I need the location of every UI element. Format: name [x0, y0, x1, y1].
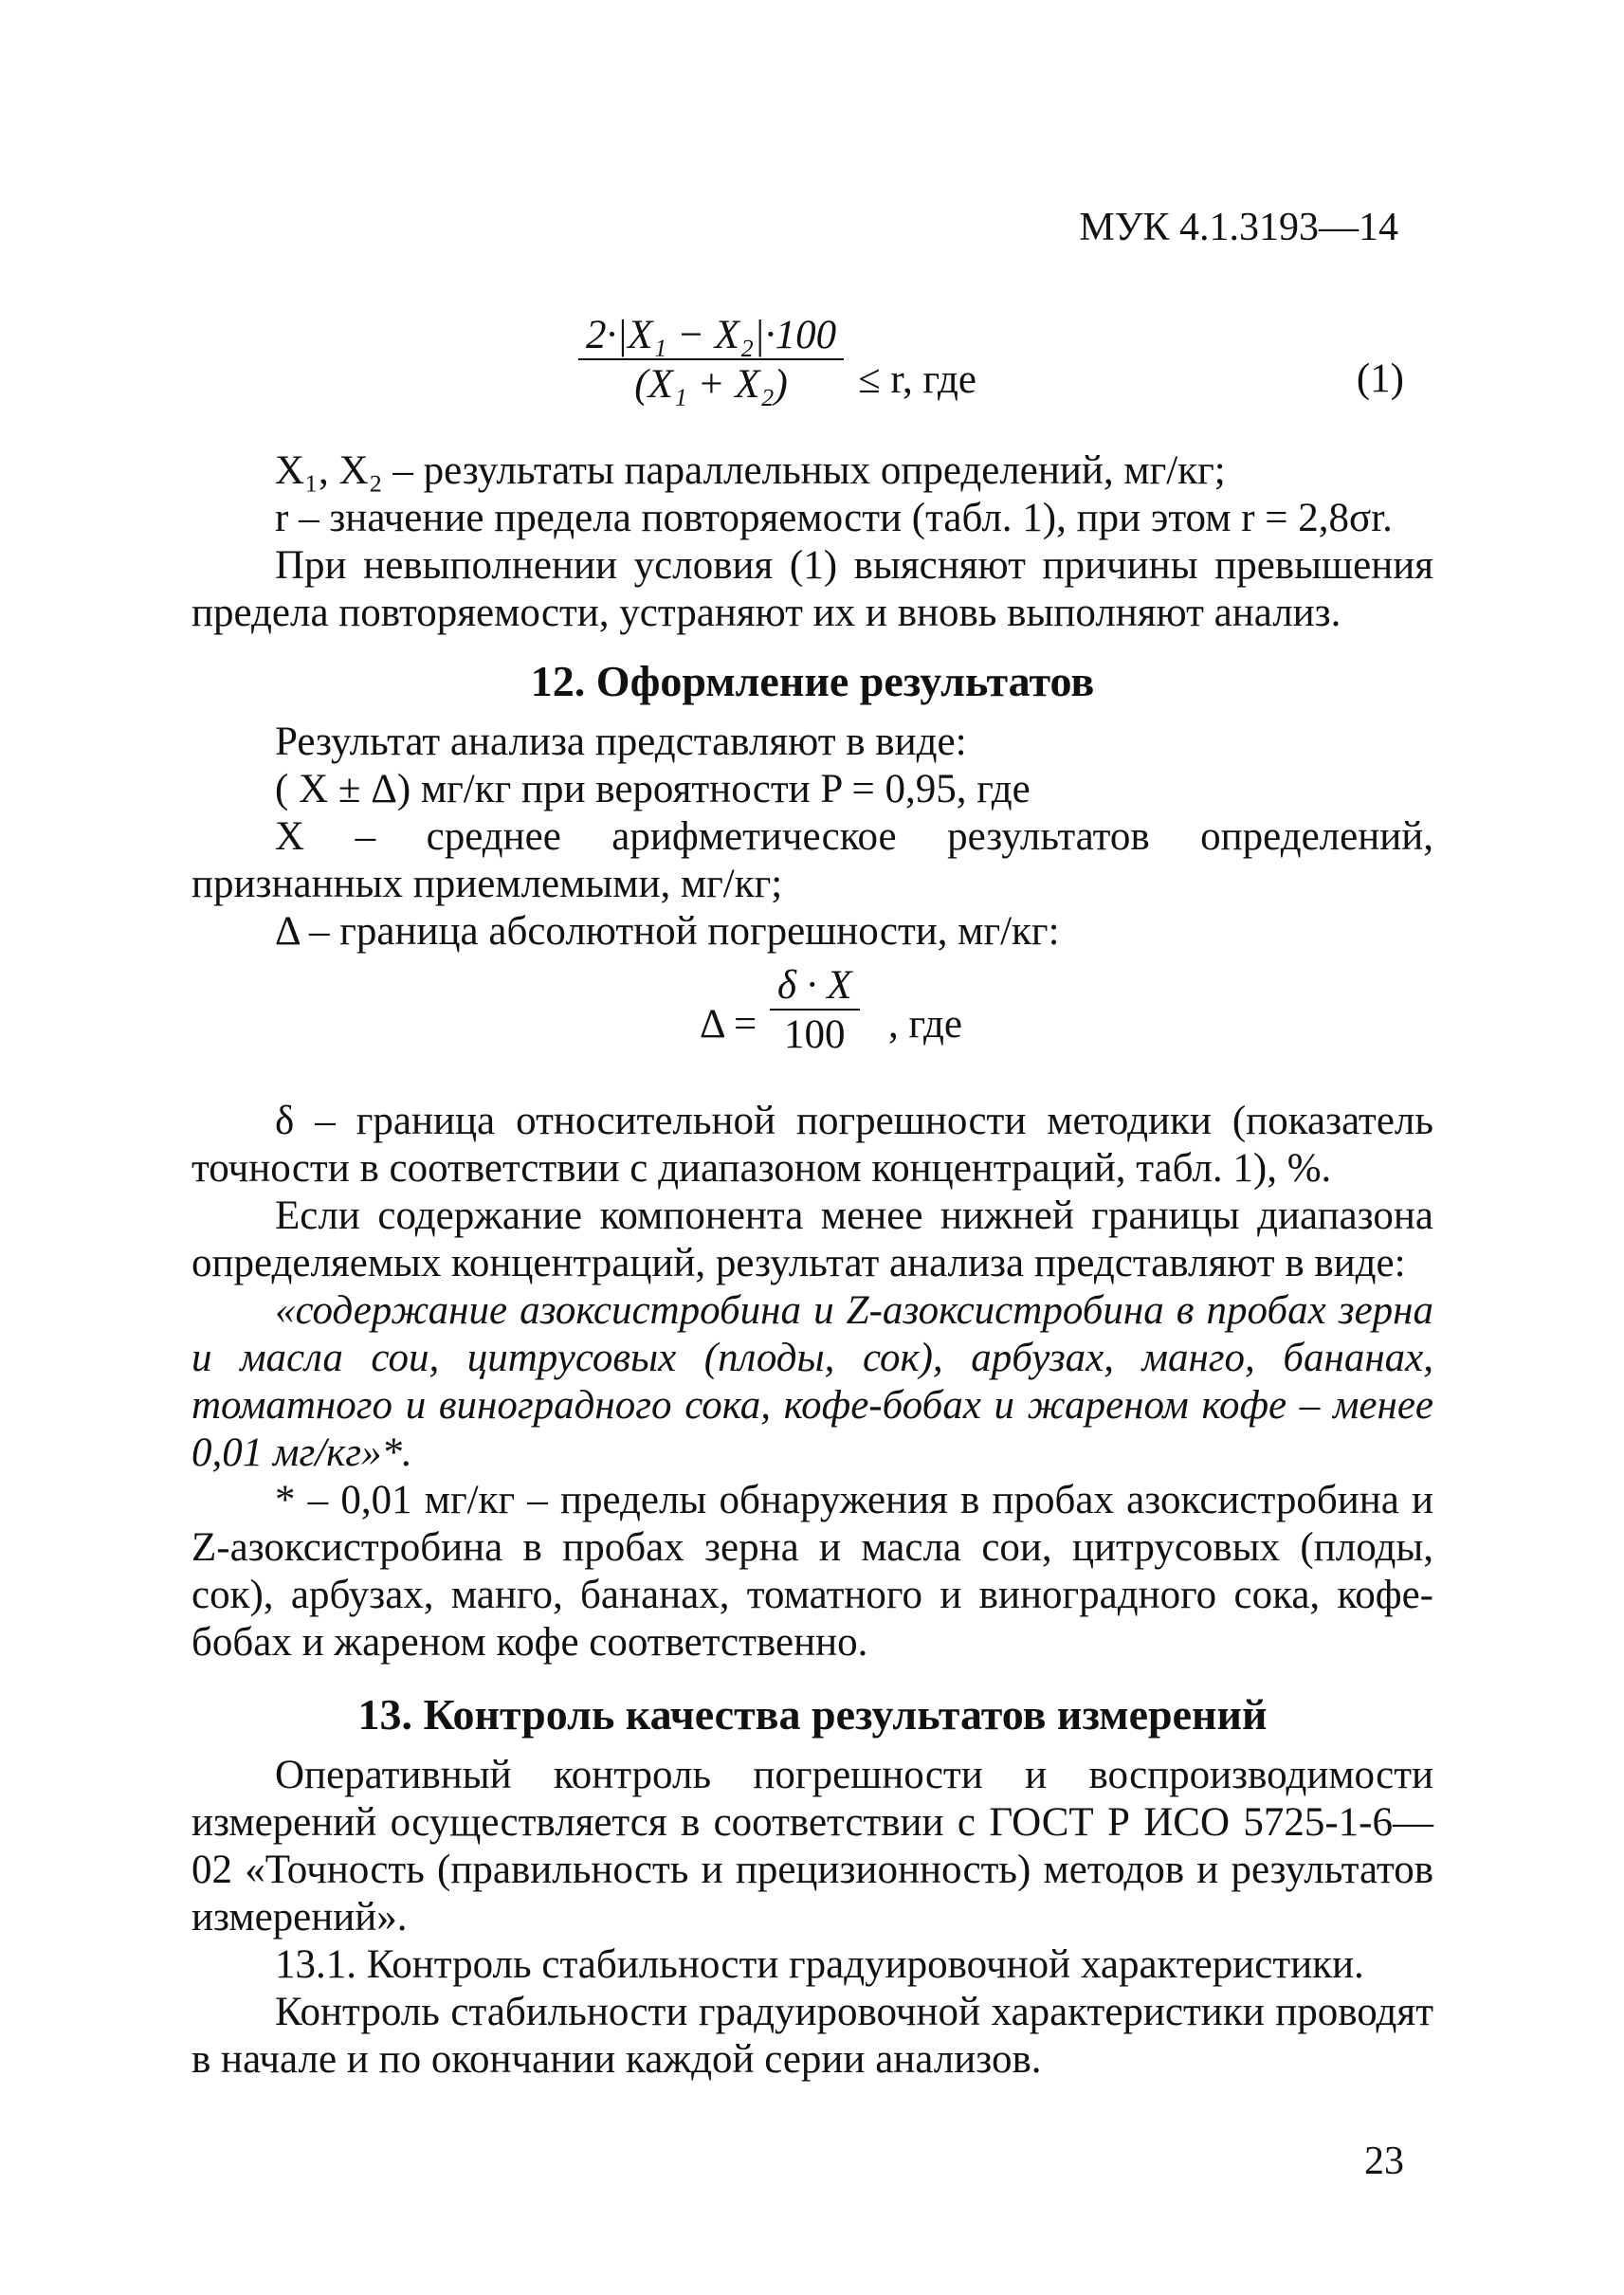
- main-text: [192, 447, 1433, 2084]
- formula2-lhs: Δ =: [700, 1002, 757, 1047]
- s12-p5: δ – граница относительной погрешности методики (показатель точности в соответствии с диапазоном концентраций, табл. 1), %.: [192, 1099, 1433, 1191]
- document-code: МУК 4.1.3193—14: [1079, 206, 1398, 249]
- s12-p8: * – 0,01 мг/кг – пределы обнаружения в пробах азоксистробина и Z-азоксистробина в пробах зерна и масла сои, цитрусовых (плоды, сок), арбузах, манго, бананах, томатного и виноградного сока, кофе-бобах и жареном кофе соответственно.: [192, 1478, 1433, 1665]
- def-r: r – значение предела повторяемости (табл. 1), при этом r = 2,8σr.: [275, 496, 1393, 540]
- formula2-denominator: 100: [784, 1012, 846, 1057]
- s13-p2: 13.1. Контроль стабильности градуировочной характеристики.: [275, 1942, 1364, 1987]
- formula-abs-error: [192, 956, 1433, 1098]
- formula2-fraction: [770, 963, 860, 1060]
- def-x1x2: X₁, X₂ – результаты параллельных определений, мг/кг;: [275, 448, 1226, 493]
- s13-p1: Оперативный контроль погрешности и воспроизводимости измерений осуществляется в соответствии с ГОСТ Р ИСО 5725-1-6—02 «Точность (правильность и прецизионность) методов и результатов измерений».: [192, 1753, 1433, 1940]
- s12-p6: Если содержание компонента менее нижней границы диапазона определяемых концентраций, результат анализа представляют в виде:: [192, 1193, 1433, 1285]
- formula1-numerator: 2·|X₁ − X₂|·100: [586, 313, 837, 357]
- s12-p4: Δ – граница абсолютной погрешности, мг/кг:: [275, 909, 1060, 954]
- condition-fail-text: При невыполнении условия (1) выясняют причины превышения предела повторяемости, устраняют их и вновь выполняют анализ.: [192, 543, 1433, 635]
- formula1-fraction: [578, 313, 844, 410]
- section-12-title: 12. Оформление результатов: [530, 657, 1095, 705]
- formula1-number: (1): [1356, 356, 1404, 401]
- s13-p3: Контроль стабильности градуировочной характеристики проводят в начале и по окончании каждой серии анализов.: [192, 1990, 1433, 2082]
- formula2-numerator: δ · X: [777, 963, 852, 1008]
- s12-p3: X – среднее арифметическое результатов определений, признанных приемлемыми, мг/кг;: [192, 814, 1433, 906]
- s12-p2: ( X ± Δ) мг/кг при вероятности P = 0,95, где: [275, 767, 1031, 811]
- page-number: 23: [1364, 2140, 1404, 2183]
- section-13-title: 13. Контроль качества результатов измерений: [357, 1690, 1268, 1739]
- s12-p1: Результат анализа представляют в виде:: [275, 719, 967, 764]
- formula1-tail: ≤ r, где: [858, 357, 976, 402]
- s12-p7: «содержание азоксистробина и Z-азоксистробина в пробах зерна и масла сои, цитрусовых (плоды, сок), арбузах, манго, бананах, томатного и виноградного сока, кофе-бобах и жареном кофе – менее 0,01 мг/кг»*.: [192, 1288, 1433, 1475]
- formula2-tail: , где: [888, 1002, 962, 1047]
- formula-repeatability: [0, 313, 1624, 436]
- formula1-denominator: (X₁ + X₂): [634, 362, 788, 407]
